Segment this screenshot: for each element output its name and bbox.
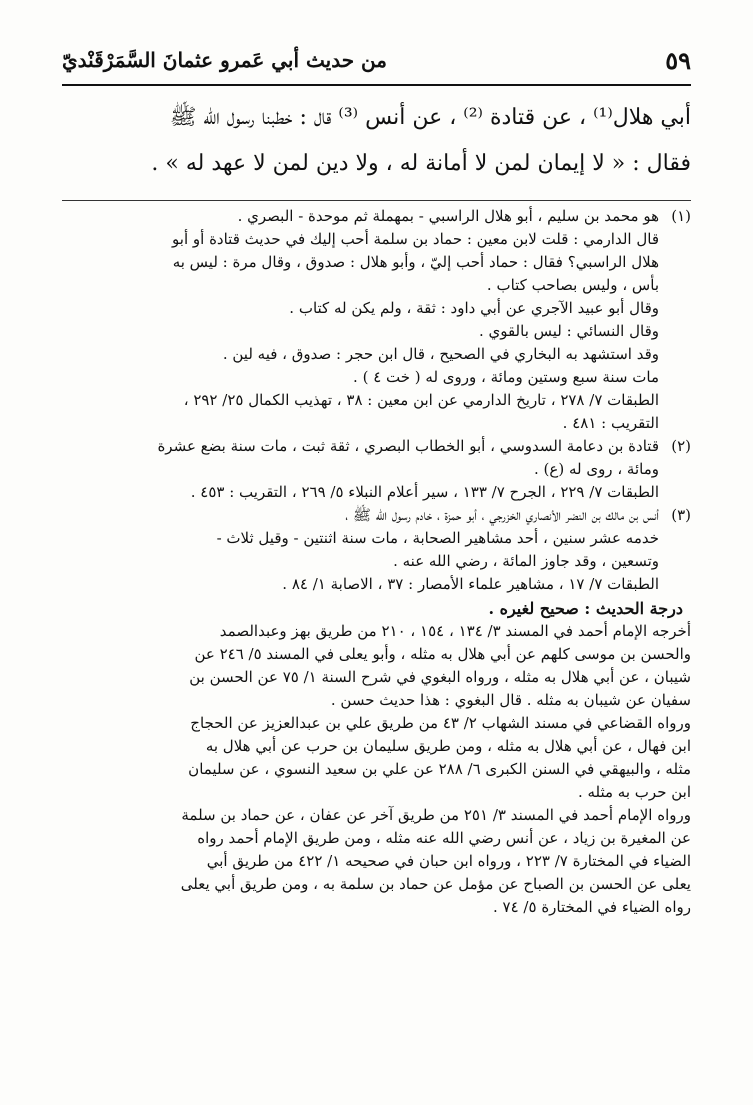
hadith-grading [55, 597, 691, 919]
grading-line: ابن فهال ، عن أبي هلال به مثله ، ومن طريق سليمان بن حرب عن أبي هلال به [205, 737, 691, 755]
grading-heading: درجة الحديث : صحيح لغيره . [488, 599, 683, 618]
grading-line: ورواه القضاعي في مسند الشهاب ٢/ ٤٣ من طريق علي بن عبدالعزيز عن الحجاج [190, 714, 691, 732]
footnote-line: وقال أبو عبيد الآجري عن أبي داود : ثقة ، ولم يكن له كتاب . [289, 299, 659, 317]
hadith-line-2: فقال : « لا إيمان لمن لا أمانة له ، ولا دين لمن لا عهد له » . [151, 151, 691, 176]
footnote-number: (١) [671, 207, 691, 225]
grading-line: أخرجه الإمام أحمد في المسند ٣/ ١٣٤ ، ١٥٤ ، ٢١٠ من طريق بهز وعبدالصمد [219, 622, 691, 640]
footnote-number: (٣) [671, 506, 691, 524]
footnote-line: خدمه عشر سنين ، أحد مشاهير الصحابة ، مات سنة اثنتين - وقيل ثلاث - [216, 529, 659, 547]
footnote-2 [55, 435, 691, 504]
running-title: من حديث أبي عَمرو عثمانَ السَّمَرْقَنْديّ [62, 48, 387, 72]
header-divider [62, 84, 691, 86]
footnote-line: قال الدارمي : قلت لابن معين : حماد بن سلمة أحب إليك في حديث قتادة أو أبو [172, 230, 659, 248]
footnote-line: وقد استشهد به البخاري في الصحيح ، قال ابن حجر : صدوق ، فيه لين . [222, 345, 659, 363]
footnote-line: أنس بن مالك بن النضر الأنصاري الخزرجي ، أبو حمزة ، خادم رسول الله ﷺ ، [345, 506, 659, 524]
footnote-divider [62, 200, 691, 201]
grading-line: ابن حرب به مثله . [577, 783, 691, 801]
grading-line: يعلى عن الحسن بن الصباح عن مؤمل عن حماد بن سلمة به ، ومن طريق أبي يعلى [180, 875, 691, 893]
footnote-3 [55, 504, 691, 596]
footnote-line: ومائة ، روى له (ع) . [533, 460, 659, 478]
footnote-line: التقريب : ٤٨١ . [562, 414, 659, 432]
grading-line: رواه الضياء في المختارة ٥/ ٧٤ . [492, 898, 691, 916]
grading-line: مثله ، والبيهقي في السنن الكبرى ٦/ ٢٨٨ عن علي بن سعيد النسوي ، عن سليمان [188, 760, 691, 778]
footnote-line: الطبقات ٧/ ١٧ ، مشاهير علماء الأمصار : ٣٧ ، الاصابة ١/ ٨٤ . [282, 575, 659, 593]
grading-line: عن المغيرة بن زياد ، عن أنس رضي الله عنه مثله ، ومن طريق الإمام أحمد رواه [197, 829, 691, 847]
page-header [62, 42, 691, 82]
grading-line: ورواه الإمام أحمد في المسند ٣/ ٢٥١ من طريق آخر عن عفان ، عن حماد بن سلمة [181, 806, 691, 824]
footnote-line: وقال النسائي : ليس بالقوي . [478, 322, 659, 340]
footnote-line: بأس ، وليس بصاحب كتاب . [486, 276, 659, 294]
footnote-line: مات سنة سبع وستين ومائة ، وروى له ( خت ٤ ) . [353, 368, 659, 386]
footnote-1 [55, 205, 691, 435]
grading-line: والحسن بن موسى كلهم عن أبي هلال به مثله ، وأبو يعلى في المسند ٥/ ٢٤٦ عن [194, 645, 691, 663]
footnote-line: هلال الراسبي؟ فقال : حماد أحب إليّ ، وأبو هلال : صدوق ، وقال مرة : ليس به [172, 253, 659, 271]
grading-line: الضياء في المختارة ٧/ ٢٢٣ ، ورواه ابن حبان في صحيحه ١/ ٤٢٢ من طريق أبي [206, 852, 691, 870]
footnote-line: هو محمد بن سليم ، أبو هلال الراسبي - بمهملة ثم موحدة - البصري . [237, 207, 659, 225]
footnote-number: (٢) [671, 437, 691, 455]
footnotes-section [55, 205, 691, 919]
footnote-line: قتادة بن دعامة السدوسي ، أبو الخطاب البصري ، ثقة ثبت ، مات سنة بضع عشرة [157, 437, 659, 455]
page-number: ٥٩ [665, 46, 691, 75]
hadith-line-1: أبي هلال⁽¹⁾ ، عن قتادة ⁽²⁾ ، عن أنس ⁽³⁾ قال : خطبنا رسول الله ﷺ [169, 105, 691, 130]
footnote-line: الطبقات ٧/ ٢٧٨ ، تاريخ الدارمي عن ابن معين : ٣٨ ، تهذيب الكمال ٢٥/ ٢٩٢ ، [183, 391, 659, 409]
footnote-line: وتسعين ، وقد جاوز المائة ، رضي الله عنه . [393, 552, 659, 570]
footnote-line: الطبقات ٧/ ٢٢٩ ، الجرح ٧/ ١٣٣ ، سير أعلام النبلاء ٥/ ٢٦٩ ، التقريب : ٤٥٣ . [190, 483, 659, 501]
hadith-text [60, 95, 691, 187]
grading-line: شيبان ، عن أبي هلال به مثله ، ورواه البغوي في شرح السنة ١/ ٧٥ عن الحسن بن [189, 668, 691, 686]
grading-line: سفيان عن شيبان به مثله . قال البغوي : هذا حديث حسن . [330, 691, 691, 709]
